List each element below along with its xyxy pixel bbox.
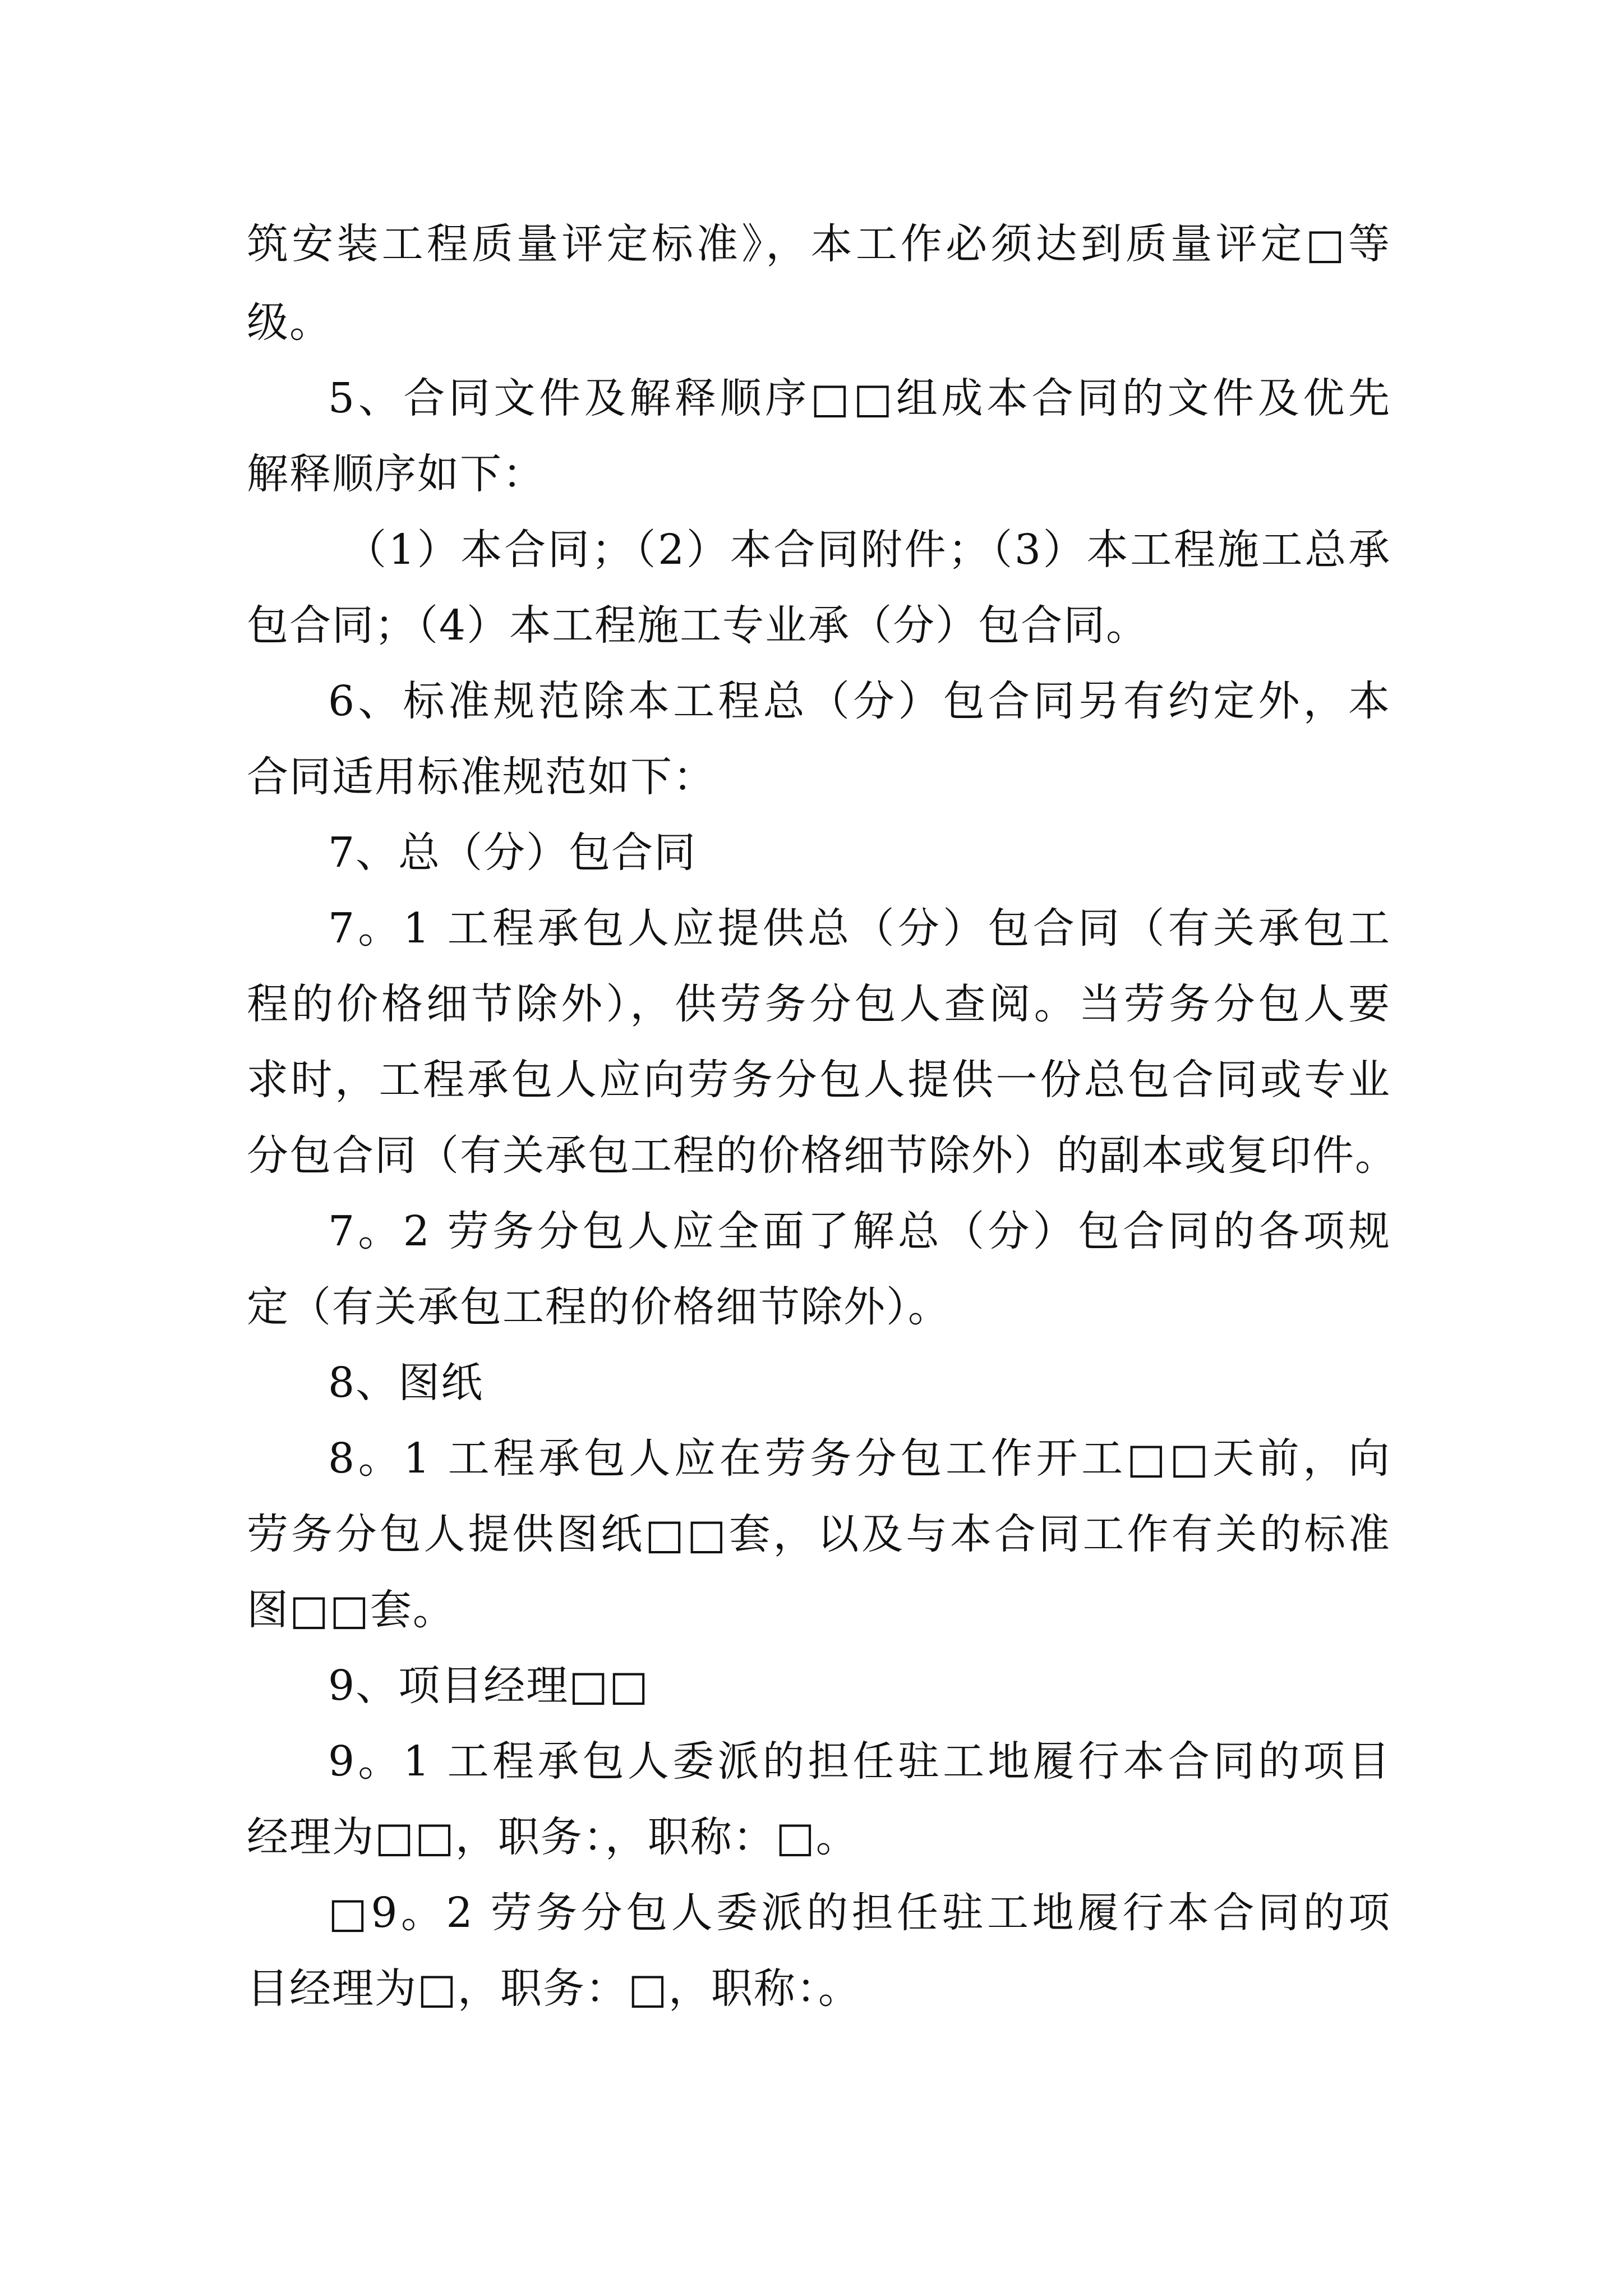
text-line: 程的价格细节除外），供劳务分包人查阅。当劳务分包人要 — [247, 980, 1391, 1028]
text-line: 求时，工程承包人应向劳务分包人提供一份总包合同或专业 — [247, 1056, 1391, 1104]
section-heading: 8、图纸 — [328, 1359, 484, 1407]
text-line: 6、标准规范除本工程总（分）包合同另有约定外，本 — [328, 677, 1391, 725]
text-line: 9。1 工程承包人委派的担任驻工地履行本合同的项目 — [328, 1737, 1391, 1786]
text-line: （1）本合同；（2）本合同附件；（3）本工程施工总承 — [345, 526, 1391, 574]
text-line: 7。1 工程承包人应提供总（分）包合同（有关承包工 — [328, 904, 1391, 953]
text-line: 包合同；（4）本工程施工专业承（分）包合同。 — [247, 601, 1149, 650]
section-heading: 7、总（分）包合同 — [328, 829, 697, 877]
text-line: 合同适用标准规范如下： — [247, 753, 716, 801]
text-line: 图□□套。 — [247, 1586, 455, 1634]
text-line: 7。2 劳务分包人应全面了解总（分）包合同的各项规 — [328, 1207, 1391, 1255]
text-line: □9。2 劳务分包人委派的担任驻工地履行本合同的项 — [328, 1889, 1391, 1937]
text-line: 筑安装工程质量评定标准》，本工作必须达到质量评定□等 — [247, 220, 1391, 268]
text-line: 目经理为□，职务：□，职称：。 — [247, 1964, 861, 2013]
text-line: 经理为□□，职务：，职称：□。 — [247, 1813, 859, 1861]
text-line: 8。1 工程承包人应在劳务分包工作开工□□天前，向 — [328, 1434, 1391, 1483]
section-heading: 9、项目经理□□ — [328, 1662, 649, 1710]
text-line: 劳务分包人提供图纸□□套，以及与本合同工作有关的标准 — [247, 1510, 1391, 1558]
text-line: 5、合同文件及解释顺序□□组成本合同的文件及优先 — [328, 374, 1391, 422]
text-line: 定（有关承包工程的价格细节除外）。 — [247, 1283, 951, 1331]
text-line: 级。 — [247, 298, 332, 347]
text-line: 解释顺序如下： — [247, 450, 545, 498]
text-line: 分包合同（有关承包工程的价格细节除外）的副本或复印件。 — [247, 1131, 1398, 1180]
